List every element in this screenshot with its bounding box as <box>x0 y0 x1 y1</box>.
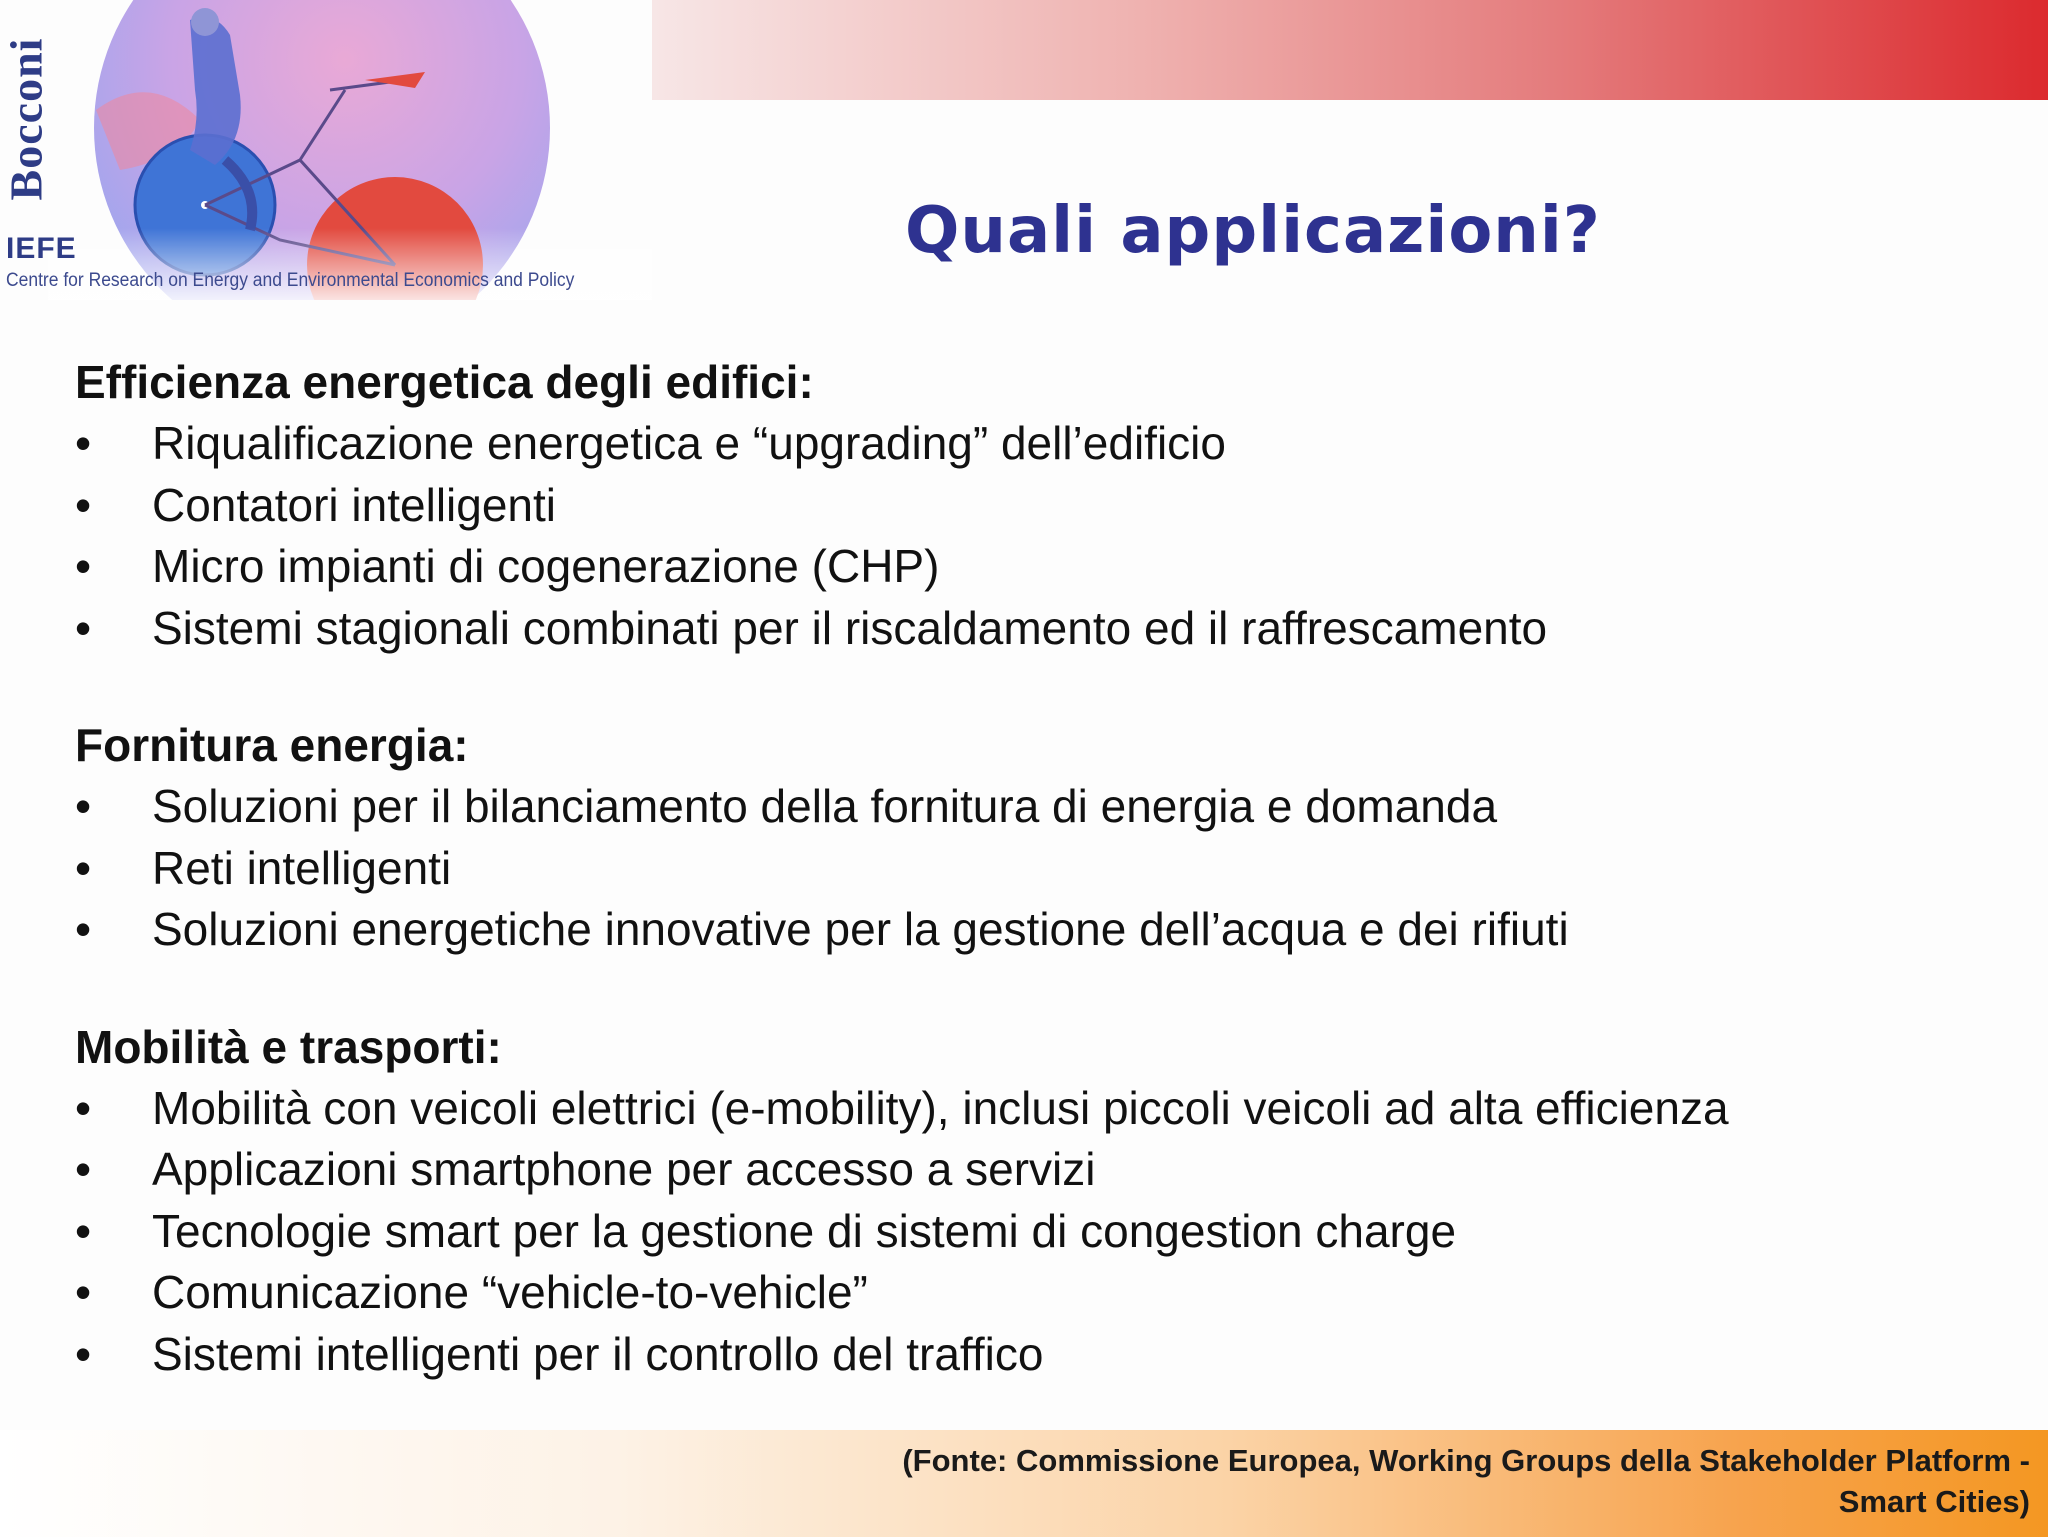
bocconi-wordmark: Bocconi <box>0 37 52 201</box>
section-heading: Mobilità e trasporti: <box>75 1020 502 1073</box>
list-item-text: Contatori intelligenti <box>152 478 557 531</box>
list-item <box>75 1201 1995 1263</box>
list-item <box>75 413 1995 475</box>
iefe-logo <box>0 0 652 300</box>
list-item-text: Micro impianti di cogenerazione (CHP) <box>152 540 940 592</box>
list-item <box>75 536 1995 598</box>
bullet: • <box>75 780 92 832</box>
list-item <box>75 1139 1995 1201</box>
bullet: • <box>75 417 92 469</box>
section-energy-supply <box>75 715 1995 961</box>
source-line-1: (Fonte: Commissione Europea, Working Groups della Stakeholder Platform - <box>902 1443 2030 1478</box>
section-heading: Fornitura energia: <box>75 719 469 771</box>
list-item <box>75 776 1995 838</box>
bullet: • <box>75 478 92 531</box>
list-item <box>75 899 1995 961</box>
bullet: • <box>75 540 92 592</box>
slide-body <box>75 352 1995 1385</box>
list-item <box>75 838 1995 900</box>
footer-bar <box>0 1430 2048 1537</box>
section-mobility <box>75 1017 1995 1386</box>
iefe-full-name: Centre for Research on Energy and Environmental Economics and Policy <box>6 270 575 291</box>
bullet: • <box>75 1081 92 1134</box>
bullet: • <box>75 1143 92 1195</box>
list-item <box>75 1324 1995 1386</box>
list-item <box>75 598 1995 660</box>
bullet: • <box>75 1204 92 1257</box>
list-item-text: Comunicazione “vehicle-to-vehicle” <box>152 1266 868 1318</box>
list-item <box>75 1262 1995 1324</box>
bullet: • <box>75 1266 92 1318</box>
list-item-text: Sistemi stagionali combinati per il riscaldamento ed il raffrescamento <box>152 601 1548 654</box>
section-heading: Efficienza energetica degli edifici: <box>75 356 814 408</box>
list-item-text: Soluzioni energetiche innovative per la gestione dell’acqua e dei rifiuti <box>152 903 1569 955</box>
slide-title: Quali applicazioni? <box>905 194 1601 268</box>
list-item-text: Reti intelligenti <box>152 841 452 894</box>
bullet: • <box>75 601 92 654</box>
list-item <box>75 1078 1995 1140</box>
list-item-text: Soluzioni per il bilanciamento della fornitura di energia e domanda <box>152 780 1498 832</box>
list-item <box>75 475 1995 537</box>
list-item-text: Applicazioni smartphone per accesso a servizi <box>152 1143 1096 1195</box>
bullet: • <box>75 841 92 894</box>
source-citation <box>902 1440 2030 1522</box>
iefe-label: IEFE <box>6 232 77 265</box>
top-gradient-bar <box>652 0 2048 100</box>
source-line-2: Smart Cities) <box>1838 1484 2030 1519</box>
section-building-efficiency <box>75 352 1995 659</box>
bullet: • <box>75 903 92 955</box>
list-item-text: Mobilità con veicoli elettrici (e-mobility), inclusi piccoli veicoli ad alta efficienza <box>152 1081 1729 1134</box>
bullet: • <box>75 1327 92 1380</box>
list-item-text: Riqualificazione energetica e “upgrading” dell’edificio <box>152 417 1226 469</box>
cyclist-illustration <box>0 0 652 300</box>
list-item-text: Sistemi intelligenti per il controllo del traffico <box>152 1327 1044 1380</box>
list-item-text: Tecnologie smart per la gestione di sistemi di congestion charge <box>152 1204 1457 1257</box>
